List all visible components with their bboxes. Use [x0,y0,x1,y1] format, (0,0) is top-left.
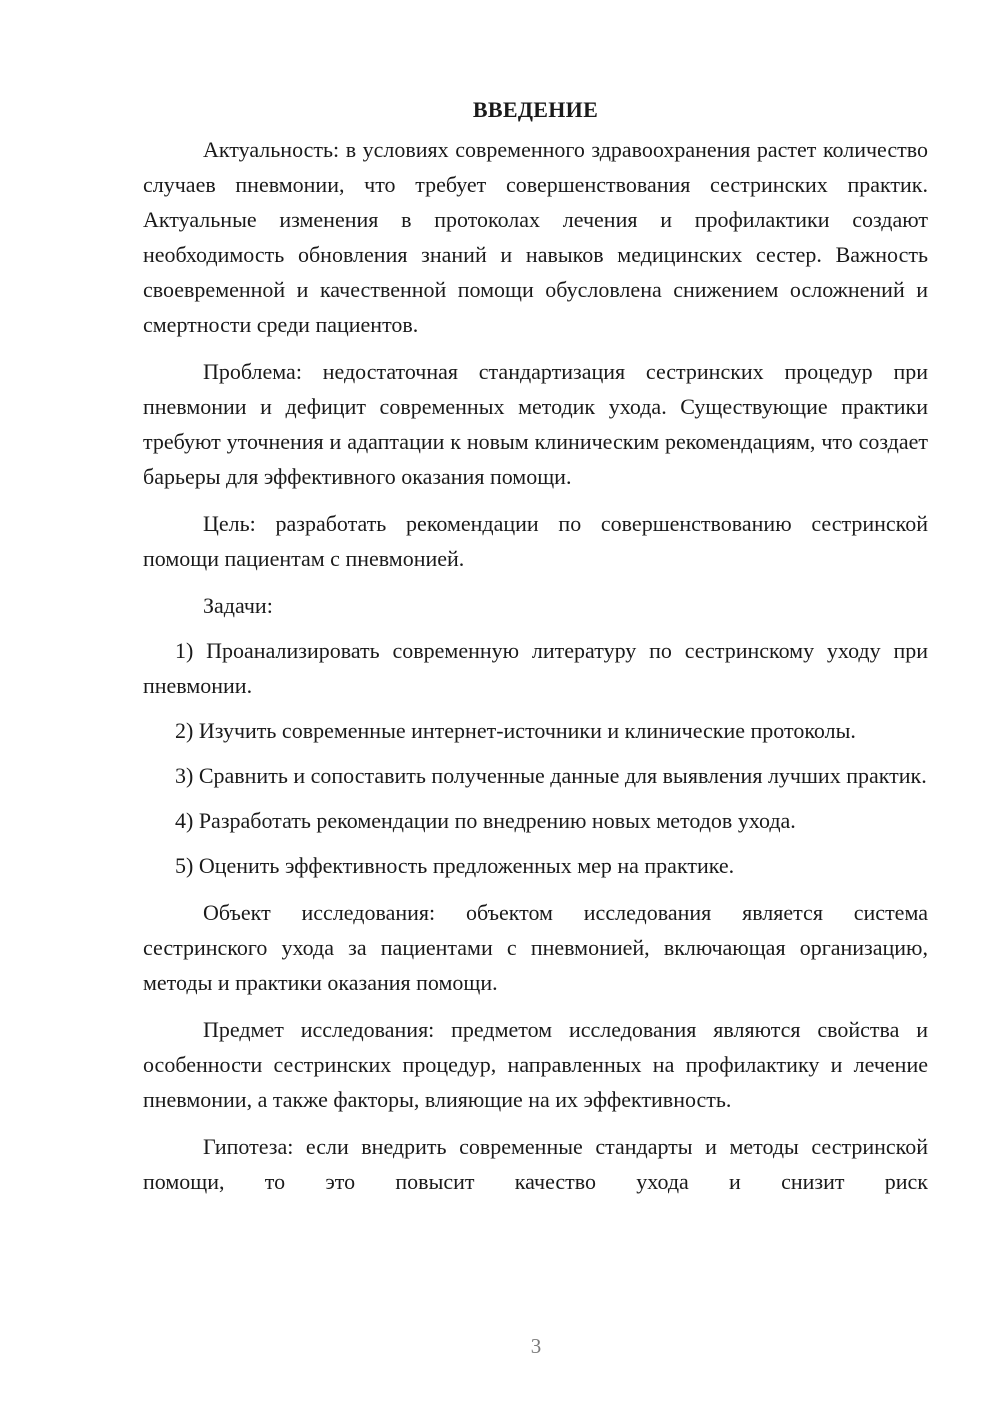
tasks-heading: Задачи: [203,593,273,618]
task-item-3: 3) Сравнить и сопоставить полученные данные для выявления лучших практик. [175,763,927,788]
document-page [143,92,928,1199]
tasks-list [143,633,928,883]
task-item-5: 5) Оценить эффективность предложенных мер на практике. [175,853,735,878]
paragraph-subject: Предмет исследования: предметом исследования являются свойства и особенности сестринских процедур, направленных на профилактику и лечение пневмонии, а также факторы, влияющие на их эффективность. [143,1017,928,1112]
paragraph-goal: Цель: разработать рекомендации по совершенствованию сестринской помощи пациентам с пневмонией. [143,511,928,571]
paragraph-relevance: Актуальность: в условиях современного здравоохранения растет количество случаев пневмонии, что требует совершенствования сестринских практик. Актуальные изменения в протоколах лечения и профилактики создают необходимость обновления знаний и навыков медицинских сестер. Важность своевременной и качественной помощи обусловлена снижением осложнений и смертности среди пациентов. [143,137,928,337]
section-title: ВВЕДЕНИЕ [472,97,599,122]
task-item-4: 4) Разработать рекомендации по внедрению новых методов ухода. [175,808,796,833]
paragraph-object: Объект исследования: объектом исследования является система сестринского ухода за пациентами с пневмонией, включающая организацию, методы и практики оказания помощи. [143,900,928,995]
paragraph-problem: Проблема: недостаточная стандартизация сестринских процедур при пневмонии и дефицит современных методик ухода. Существующие практики требуют уточнения и адаптации к новым клиническим рекомендациям, что создает барьеры для эффективного оказания помощи. [143,359,928,489]
task-item-2: 2) Изучить современные интернет-источники и клинические протоколы. [175,718,856,743]
page-number: 3 [530,1334,542,1358]
paragraph-hypothesis: Гипотеза: если внедрить современные стандарты и методы сестринской помощи, то это повысит качество ухода и снизит риск [143,1134,928,1194]
task-item-1: 1) Проанализировать современную литературу по сестринскому уходу при пневмонии. [143,638,928,698]
